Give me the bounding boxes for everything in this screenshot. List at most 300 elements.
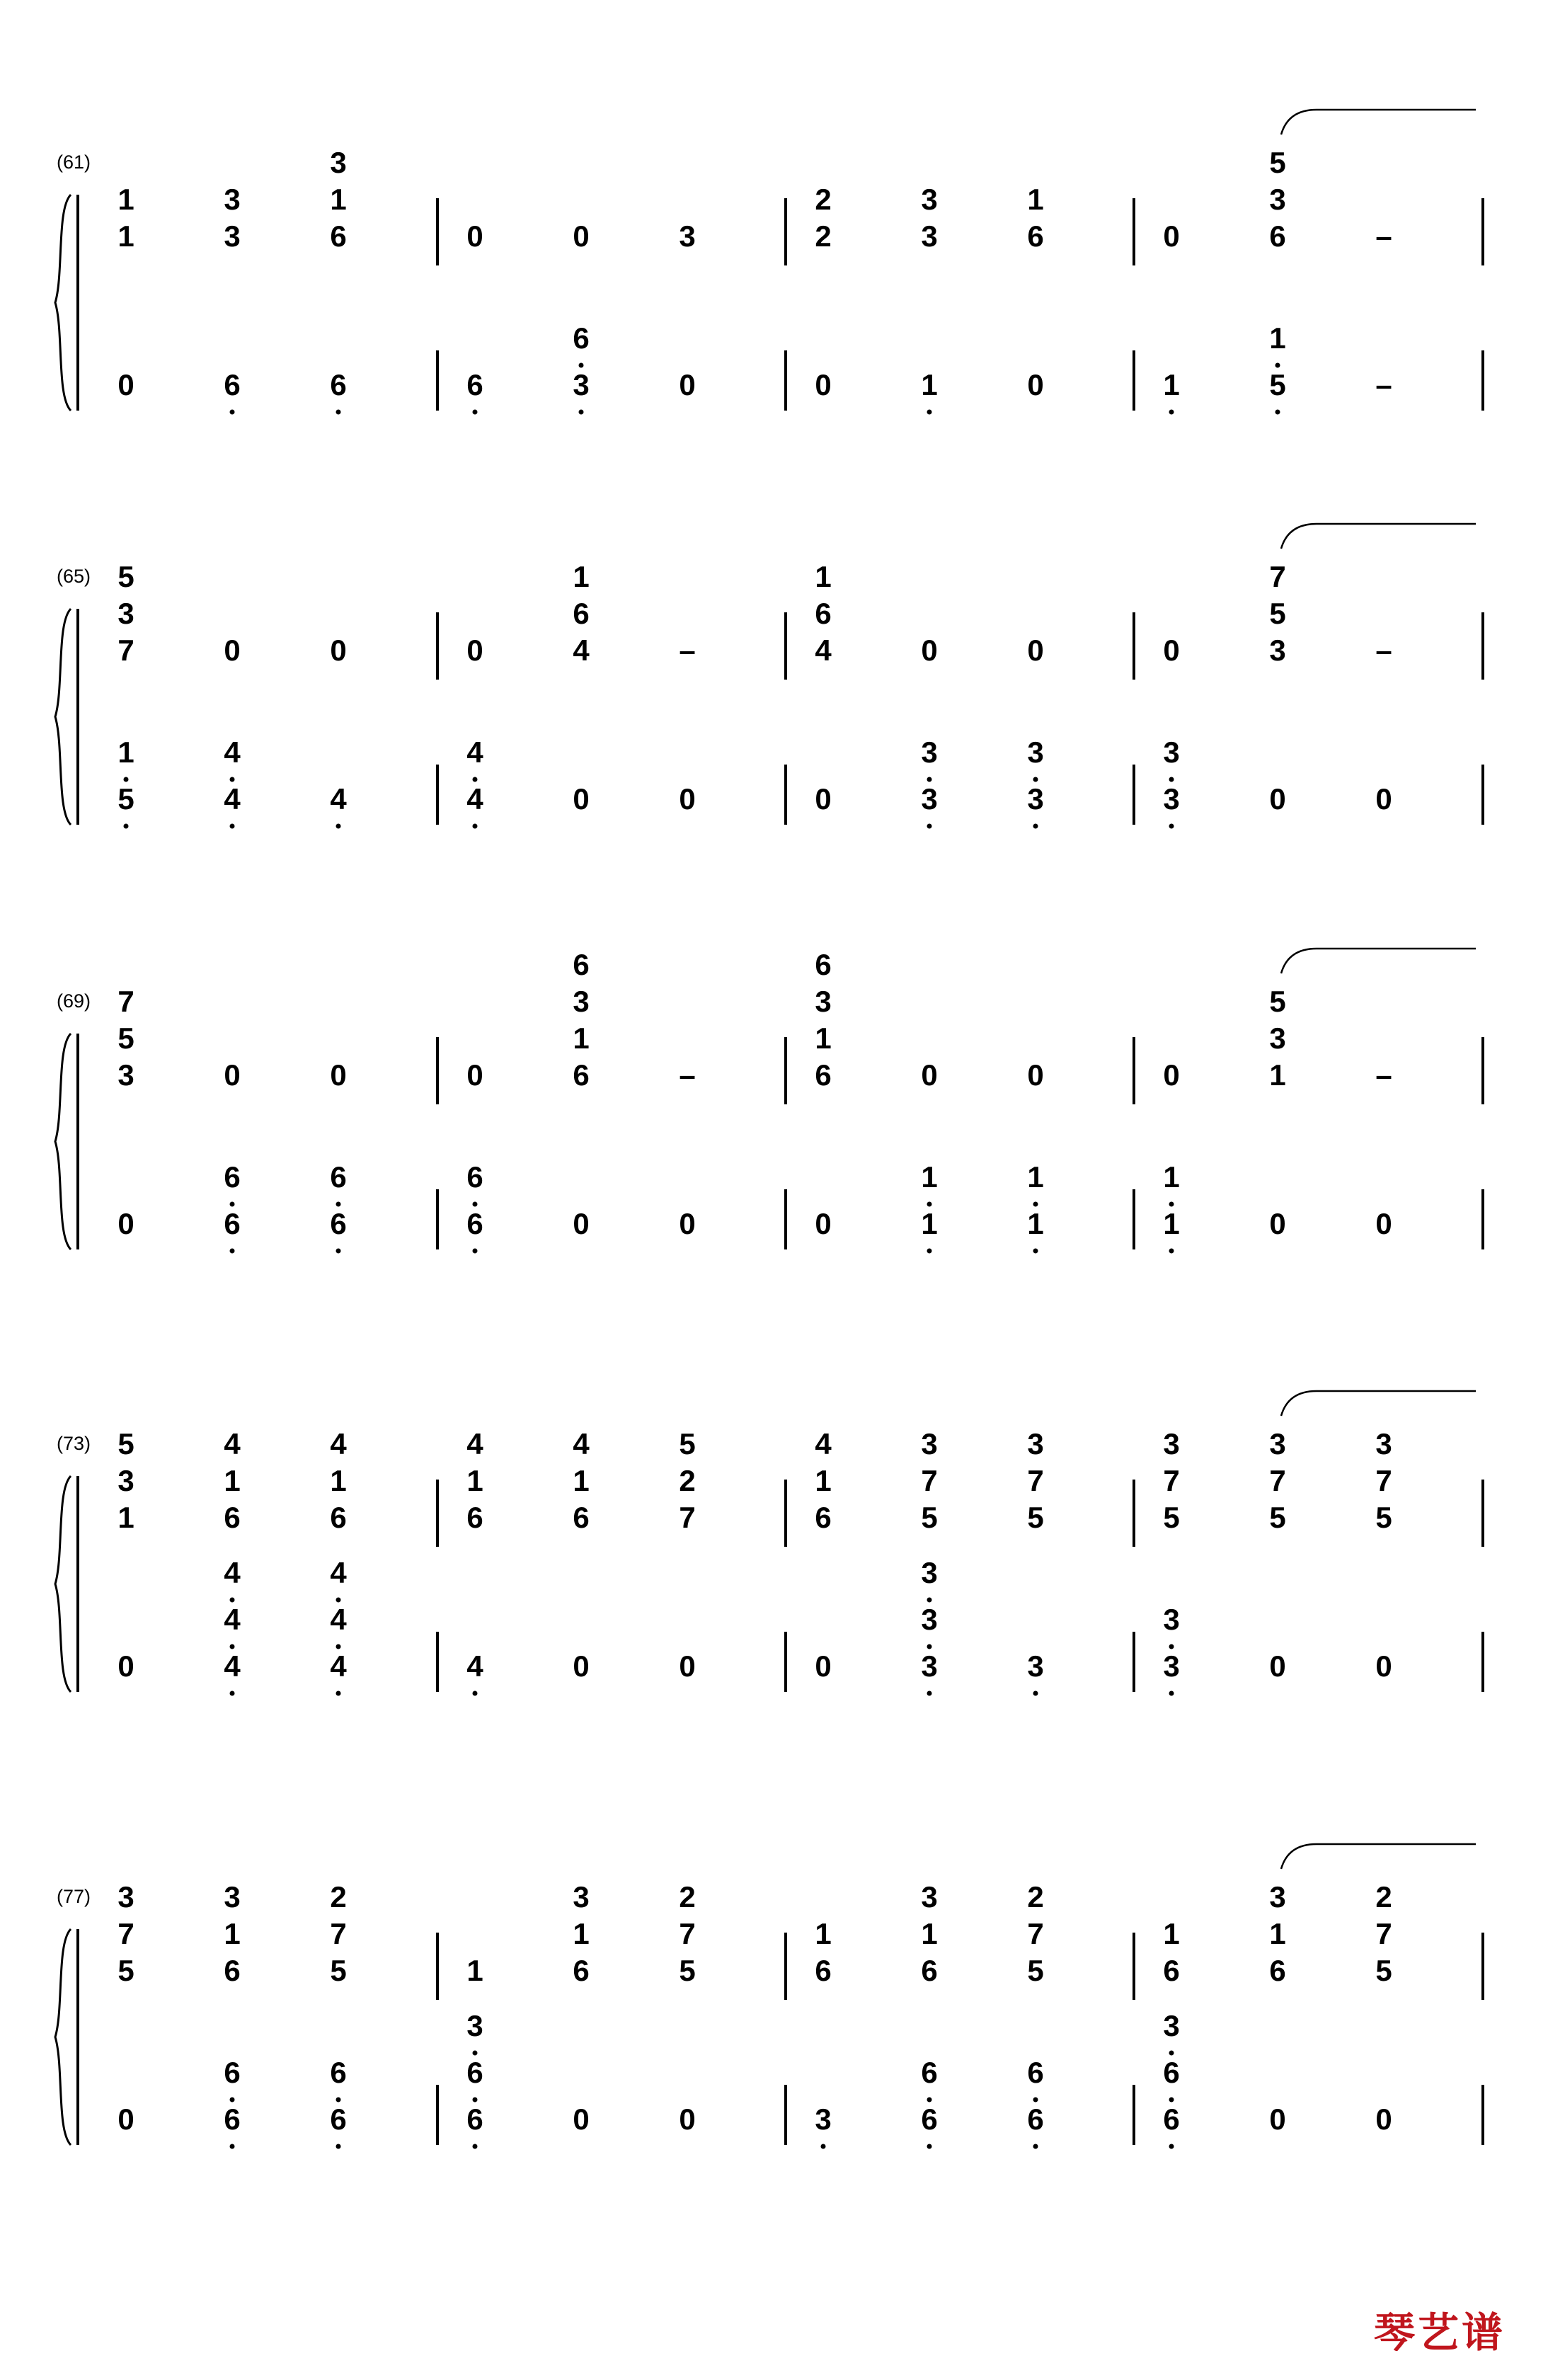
treble-note: 6 [573,948,590,981]
treble-note: 5 [117,1427,134,1460]
bass-note: 0 [1269,782,1286,816]
treble-note: 7 [1375,1464,1392,1497]
treble-note: 4 [330,1427,347,1460]
treble-note: 1 [573,1464,590,1497]
treble-note: 6 [330,219,347,253]
treble-note: 1 [224,1917,241,1950]
octave-dot [473,1249,478,1254]
treble-note: 3 [330,146,347,179]
treble-note: 3 [1269,1880,1286,1913]
octave-dot [473,777,478,782]
treble-note: 3 [224,219,241,253]
treble-note: 0 [330,634,347,667]
octave-dot [927,1598,932,1603]
treble-note: 1 [117,183,134,216]
octave-dot [1169,777,1174,782]
octave-dot [927,1691,932,1696]
bass-note: 6 [330,1160,347,1194]
bass-note: 1 [1027,1207,1044,1240]
octave-dot [336,1644,341,1649]
bass-note: 0 [117,1649,134,1683]
sustain-dash: – [1375,1058,1392,1092]
bass-note: 0 [117,1207,134,1240]
treble-note: 5 [1269,1501,1286,1534]
octave-dot [473,824,478,829]
octave-dot [336,1249,341,1254]
grand-staff-brace [55,1476,71,1692]
treble-note: 6 [1027,219,1044,253]
octave-dot [1169,1644,1174,1649]
treble-note: 6 [1269,1954,1286,1987]
system-1 [55,110,1483,415]
bass-note: 1 [117,736,134,769]
octave-dot [124,777,129,782]
treble-note: 5 [921,1501,938,1534]
octave-dot [230,777,235,782]
bass-note: 3 [815,2102,832,2136]
treble-note: 4 [573,1427,590,1460]
treble-note: 0 [224,634,241,667]
octave-dot [927,1249,932,1254]
tie-arc [1281,524,1476,549]
grand-staff-brace [55,609,71,825]
treble-note: 5 [1269,985,1286,1018]
octave-dot [579,410,584,415]
treble-note: 7 [921,1464,938,1497]
treble-note: 1 [466,1954,483,1987]
sustain-dash: – [1375,368,1392,401]
treble-note: 3 [573,985,590,1018]
octave-dot [230,1644,235,1649]
tie-arc [1281,1391,1476,1416]
octave-dot [1169,2051,1174,2056]
bass-note: 3 [921,736,938,769]
octave-dot [1033,2144,1038,2149]
system-3 [55,948,1483,1254]
bass-note: 3 [1027,782,1044,816]
bass-note: 1 [1163,368,1180,401]
treble-note: 4 [815,634,832,667]
treble-note: 7 [1375,1917,1392,1950]
bass-note: 6 [224,1207,241,1240]
treble-note: 3 [1375,1427,1392,1460]
octave-dot [1169,1202,1174,1207]
bass-note: 3 [466,2009,483,2042]
bass-note: 0 [1269,1207,1286,1240]
octave-dot [1275,363,1280,368]
treble-note: 3 [573,1880,590,1913]
treble-note: 5 [679,1954,696,1987]
bass-note: 3 [1163,736,1180,769]
bass-note: 6 [330,2102,347,2136]
octave-dot [230,1691,235,1696]
bass-note: 6 [330,1207,347,1240]
bass-note: 0 [679,368,696,401]
treble-note: 2 [1027,1880,1044,1913]
bass-note: 3 [573,368,590,401]
bass-note: 0 [573,2102,590,2136]
treble-note: 5 [117,1954,134,1987]
bass-note: 3 [1163,2009,1180,2042]
system-4 [55,1391,1483,1696]
octave-dot [1169,410,1174,415]
treble-note: 3 [224,1880,241,1913]
bass-note: 6 [330,2056,347,2089]
treble-note: 7 [117,985,134,1018]
bass-note: 4 [224,782,241,816]
octave-dot [336,2098,341,2102]
treble-note: 5 [1163,1501,1180,1534]
octave-dot [230,1598,235,1603]
octave-dot [336,1598,341,1603]
bass-note: 3 [921,782,938,816]
octave-dot [1033,777,1038,782]
treble-note: 6 [815,1058,832,1092]
treble-note: 1 [815,1022,832,1055]
bass-note: 6 [1027,2056,1044,2089]
octave-dot [473,1691,478,1696]
treble-note: 6 [1163,1954,1180,1987]
bass-note: 4 [330,1556,347,1589]
bass-note: 6 [330,368,347,401]
treble-note: 1 [117,219,134,253]
treble-note: 2 [330,1880,347,1913]
treble-note: 3 [921,1427,938,1460]
bass-note: 6 [466,1160,483,1194]
bass-note: 0 [679,1649,696,1683]
treble-note: 0 [921,634,938,667]
bass-note: 6 [573,321,590,355]
octave-dot [927,2144,932,2149]
measure-number: (77) [57,1886,91,1907]
treble-note: 7 [117,1917,134,1950]
bass-note: 6 [1163,2102,1180,2136]
treble-note: 7 [1269,1464,1286,1497]
bass-note: 3 [1163,1603,1180,1636]
bass-note: 3 [921,1649,938,1683]
treble-note: 6 [815,1954,832,1987]
bass-note: 6 [921,2102,938,2136]
bass-note: 6 [224,2056,241,2089]
grand-staff-brace [55,1034,71,1249]
bass-note: 4 [224,1603,241,1636]
treble-note: 0 [573,219,590,253]
treble-note: 3 [117,1464,134,1497]
treble-note: 5 [117,560,134,593]
treble-note: 6 [224,1954,241,1987]
measure-number: (73) [57,1433,91,1454]
bass-note: 6 [1027,2102,1044,2136]
treble-note: 3 [117,1880,134,1913]
treble-note: 6 [815,1501,832,1534]
bass-note: 1 [921,1207,938,1240]
treble-note: 7 [1269,560,1286,593]
octave-dot [230,824,235,829]
treble-note: 4 [815,1427,832,1460]
treble-note: 1 [815,560,832,593]
treble-note: 0 [466,634,483,667]
bass-note: 3 [1027,736,1044,769]
octave-dot [473,1202,478,1207]
octave-dot [230,410,235,415]
treble-note: 5 [1375,1954,1392,1987]
treble-note: 2 [679,1880,696,1913]
octave-dot [230,1249,235,1254]
bass-note: 6 [224,368,241,401]
treble-note: 4 [466,1427,483,1460]
sustain-dash: – [679,1058,696,1092]
system-2 [55,524,1483,829]
bass-note: 0 [1375,1207,1392,1240]
treble-note: 7 [1027,1917,1044,1950]
watermark-logo: 琴艺谱 [1373,2309,1506,2357]
treble-note: 2 [815,183,832,216]
octave-dot [1033,1691,1038,1696]
bass-note: 3 [1027,1649,1044,1683]
treble-note: 6 [573,1058,590,1092]
treble-note: 1 [573,1917,590,1950]
octave-dot [927,2098,932,2102]
octave-dot [1275,410,1280,415]
bass-note: 1 [921,368,938,401]
bass-note: 4 [466,736,483,769]
bass-note: 0 [1269,1649,1286,1683]
bass-note: 4 [466,1649,483,1683]
octave-dot [336,410,341,415]
bass-note: 0 [815,782,832,816]
bass-note: 4 [224,1649,241,1683]
octave-dot [927,777,932,782]
octave-dot [1033,2098,1038,2102]
octave-dot [1169,2144,1174,2149]
treble-note: 2 [1375,1880,1392,1913]
treble-note: 1 [921,1917,938,1950]
treble-note: 0 [466,1058,483,1092]
octave-dot [336,2144,341,2149]
treble-note: 3 [224,183,241,216]
treble-note: 6 [815,948,832,981]
measure-number: (65) [57,566,91,587]
bass-note: 0 [815,1649,832,1683]
bass-note: 3 [921,1603,938,1636]
sustain-dash: – [679,634,696,667]
tie-arc [1281,1844,1476,1869]
bass-note: 6 [224,1160,241,1194]
bass-note: 4 [330,782,347,816]
octave-dot [1169,1691,1174,1696]
bass-note: 1 [1163,1160,1180,1194]
octave-dot [1033,1249,1038,1254]
treble-note: 3 [1269,1022,1286,1055]
bass-note: 0 [815,1207,832,1240]
bass-note: 6 [921,2056,938,2089]
octave-dot [1169,1249,1174,1254]
treble-note: 6 [573,597,590,630]
bass-note: 0 [815,368,832,401]
treble-note: 1 [815,1464,832,1497]
treble-note: 4 [224,1427,241,1460]
treble-note: 0 [1027,1058,1044,1092]
bass-note: 6 [466,2056,483,2089]
treble-note: 1 [330,1464,347,1497]
octave-dot [473,2051,478,2056]
octave-dot [336,824,341,829]
bass-note: 4 [224,1556,241,1589]
treble-note: 4 [573,634,590,667]
bass-note: 3 [1163,782,1180,816]
treble-note: 6 [330,1501,347,1534]
treble-note: 0 [1027,634,1044,667]
treble-note: 3 [1027,1427,1044,1460]
octave-dot [1033,1202,1038,1207]
treble-note: 3 [815,985,832,1018]
treble-note: 2 [679,1464,696,1497]
treble-note: 7 [117,634,134,667]
bass-note: 0 [1269,2102,1286,2136]
treble-note: 5 [679,1427,696,1460]
bass-note: 1 [1269,321,1286,355]
treble-note: 5 [1027,1954,1044,1987]
treble-note: 3 [1269,634,1286,667]
grand-staff-brace [55,1929,71,2145]
treble-note: 7 [330,1917,347,1950]
treble-note: 6 [224,1501,241,1534]
bass-note: 0 [1027,368,1044,401]
treble-note: 3 [921,219,938,253]
treble-note: 0 [330,1058,347,1092]
treble-note: 3 [1163,1427,1180,1460]
bass-note: 3 [1163,1649,1180,1683]
bass-note: 0 [117,2102,134,2136]
treble-note: 0 [1163,1058,1180,1092]
bass-note: 0 [1375,782,1392,816]
treble-note: 1 [815,1917,832,1950]
treble-note: 1 [224,1464,241,1497]
octave-dot [124,824,129,829]
octave-dot [1033,824,1038,829]
treble-note: 7 [1027,1464,1044,1497]
bass-note: 5 [117,782,134,816]
treble-note: 1 [1269,1058,1286,1092]
treble-note: 1 [1163,1917,1180,1950]
treble-note: 6 [573,1501,590,1534]
measure-number: (61) [57,151,91,173]
bass-note: 6 [1163,2056,1180,2089]
octave-dot [927,1202,932,1207]
bass-note: 6 [466,1207,483,1240]
system-5 [55,1844,1483,2149]
treble-note: 7 [1163,1464,1180,1497]
bass-note: 3 [921,1556,938,1589]
octave-dot [927,824,932,829]
treble-note: 1 [330,183,347,216]
treble-note: 5 [330,1954,347,1987]
octave-dot [927,410,932,415]
treble-note: 6 [466,1501,483,1534]
sustain-dash: – [1375,219,1392,253]
bass-note: 0 [573,1207,590,1240]
treble-note: 5 [1269,146,1286,179]
octave-dot [230,2144,235,2149]
treble-note: 3 [1269,183,1286,216]
tie-arc [1281,110,1476,135]
octave-dot [1169,2098,1174,2102]
treble-note: 1 [573,560,590,593]
octave-dot [579,363,584,368]
octave-dot [1169,824,1174,829]
grand-staff-brace [55,195,71,411]
treble-note: 3 [117,597,134,630]
measure-number: (69) [57,990,91,1012]
treble-note: 3 [117,1058,134,1092]
octave-dot [230,2098,235,2102]
treble-note: 3 [1269,1427,1286,1460]
octave-dot [336,1691,341,1696]
treble-note: 3 [679,219,696,253]
sustain-dash: – [1375,634,1392,667]
octave-dot [473,2098,478,2102]
treble-note: 7 [679,1501,696,1534]
treble-note: 0 [1163,634,1180,667]
tie-arc [1281,949,1476,973]
octave-dot [927,1644,932,1649]
treble-note: 1 [117,1501,134,1534]
treble-note: 5 [1027,1501,1044,1534]
octave-dot [821,2144,826,2149]
bass-note: 0 [1375,2102,1392,2136]
bass-note: 1 [921,1160,938,1194]
treble-note: 1 [466,1464,483,1497]
bass-note: 4 [330,1649,347,1683]
bass-note: 6 [466,368,483,401]
treble-note: 5 [1375,1501,1392,1534]
bass-note: 4 [224,736,241,769]
treble-note: 0 [466,219,483,253]
bass-note: 1 [1163,1207,1180,1240]
octave-dot [336,1202,341,1207]
bass-note: 0 [679,2102,696,2136]
treble-note: 5 [1269,597,1286,630]
bass-note: 4 [466,782,483,816]
bass-note: 6 [466,2102,483,2136]
bass-note: 0 [573,1649,590,1683]
bass-note: 0 [117,368,134,401]
treble-note: 6 [921,1954,938,1987]
bass-note: 0 [1375,1649,1392,1683]
treble-note: 6 [1269,219,1286,253]
treble-note: 3 [921,183,938,216]
bass-note: 0 [679,1207,696,1240]
treble-note: 6 [815,597,832,630]
bass-note: 0 [573,782,590,816]
treble-note: 6 [573,1954,590,1987]
treble-note: 0 [921,1058,938,1092]
bass-note: 6 [224,2102,241,2136]
bass-note: 4 [330,1603,347,1636]
bass-note: 5 [1269,368,1286,401]
octave-dot [230,1202,235,1207]
bass-note: 1 [1027,1160,1044,1194]
treble-note: 1 [1027,183,1044,216]
octave-dot [473,2144,478,2149]
treble-note: 7 [679,1917,696,1950]
treble-note: 2 [815,219,832,253]
bass-note: 0 [679,782,696,816]
treble-note: 0 [1163,219,1180,253]
treble-note: 3 [921,1880,938,1913]
octave-dot [473,410,478,415]
treble-note: 1 [573,1022,590,1055]
